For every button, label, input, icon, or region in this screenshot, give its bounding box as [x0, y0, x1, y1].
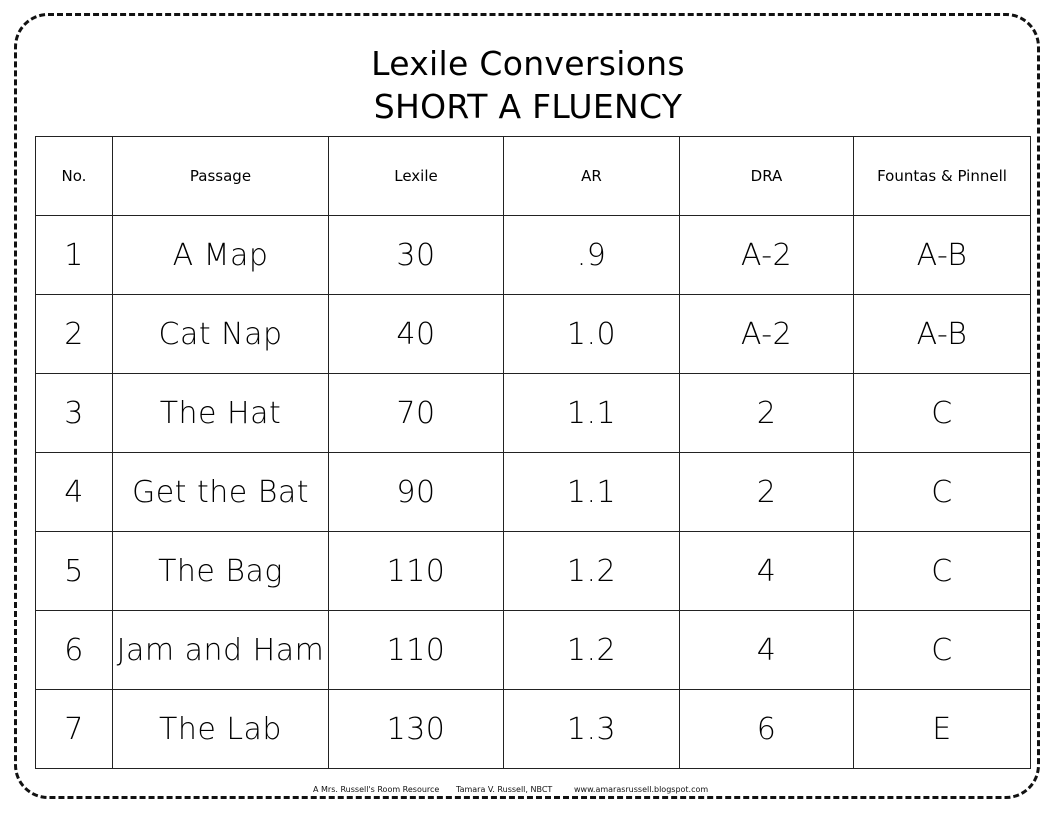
- cell-passage: Cat Nap: [113, 295, 329, 374]
- cell-passage: Get the Bat: [113, 453, 329, 532]
- cell-lexile: 30: [329, 216, 504, 295]
- header-lexile: Lexile: [329, 137, 504, 216]
- cell-dra: 6: [680, 690, 854, 769]
- cell-passage: The Hat: [113, 374, 329, 453]
- cell-lexile: 130: [329, 690, 504, 769]
- table-row: [36, 611, 1031, 690]
- header-dra: DRA: [680, 137, 854, 216]
- header-passage: Passage: [113, 137, 329, 216]
- cell-lexile: 90: [329, 453, 504, 532]
- cell-passage: The Bag: [113, 532, 329, 611]
- cell-ar: .9: [504, 216, 680, 295]
- cell-fountas-pinnell: A-B: [854, 295, 1031, 374]
- cell-lexile: 40: [329, 295, 504, 374]
- cell-no: 1: [36, 216, 113, 295]
- footer-resource: A Mrs. Russell's Room Resource: [313, 785, 440, 794]
- cell-dra: 2: [680, 453, 854, 532]
- cell-passage: The Lab: [113, 690, 329, 769]
- footer-author: Tamara V. Russell, NBCT: [456, 785, 553, 794]
- footer-website: www.amarasrussell.blogspot.com: [574, 785, 709, 794]
- cell-ar: 1.0: [504, 295, 680, 374]
- header-ar: AR: [504, 137, 680, 216]
- table-row: [36, 690, 1031, 769]
- cell-no: 6: [36, 611, 113, 690]
- cell-fountas-pinnell: E: [854, 690, 1031, 769]
- cell-ar: 1.3: [504, 690, 680, 769]
- page-title: Lexile Conversions: [371, 44, 685, 83]
- table-row: [36, 453, 1031, 532]
- table-row: [36, 374, 1031, 453]
- cell-lexile: 70: [329, 374, 504, 453]
- table-row: [36, 532, 1031, 611]
- cell-fountas-pinnell: C: [854, 453, 1031, 532]
- table-row: [36, 216, 1031, 295]
- cell-ar: 1.2: [504, 611, 680, 690]
- table-row: [36, 295, 1031, 374]
- cell-passage: A Map: [113, 216, 329, 295]
- cell-ar: 1.1: [504, 453, 680, 532]
- cell-dra: 4: [680, 532, 854, 611]
- cell-ar: 1.1: [504, 374, 680, 453]
- cell-fountas-pinnell: C: [854, 374, 1031, 453]
- lexile-conversion-table: [35, 136, 1031, 769]
- header-no: No.: [36, 137, 113, 216]
- cell-dra: 4: [680, 611, 854, 690]
- cell-lexile: 110: [329, 611, 504, 690]
- cell-no: 5: [36, 532, 113, 611]
- cell-lexile: 110: [329, 532, 504, 611]
- cell-passage: Jam and Ham: [113, 611, 329, 690]
- cell-dra: 2: [680, 374, 854, 453]
- cell-dra: A-2: [680, 216, 854, 295]
- cell-no: 3: [36, 374, 113, 453]
- cell-no: 4: [36, 453, 113, 532]
- cell-no: 7: [36, 690, 113, 769]
- cell-no: 2: [36, 295, 113, 374]
- page-subtitle: SHORT A FLUENCY: [373, 87, 683, 126]
- cell-fountas-pinnell: C: [854, 532, 1031, 611]
- cell-fountas-pinnell: A-B: [854, 216, 1031, 295]
- table-header-row: [36, 137, 1031, 216]
- cell-dra: A-2: [680, 295, 854, 374]
- cell-ar: 1.2: [504, 532, 680, 611]
- header-fountas-pinnell: Fountas & Pinnell: [854, 137, 1031, 216]
- cell-fountas-pinnell: C: [854, 611, 1031, 690]
